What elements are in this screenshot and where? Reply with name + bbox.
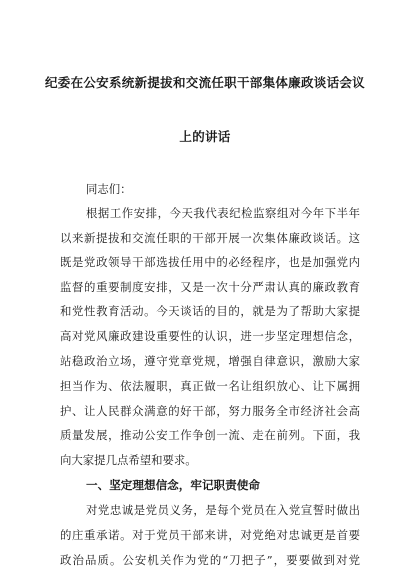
paragraph-1-line-4: 监督的重要制度安排，又是一次十分严肃认真的廉政教育 <box>60 280 360 294</box>
paragraph-1-line-6: 高对党风廉政建设重要性的认识，进一步坚定理想信念， <box>60 329 360 343</box>
paragraph-1-line-3: 既是党政领导干部选拔任用中的必经程序，也是加强党内 <box>60 255 360 269</box>
paragraph-1-line-5: 和党性教育活动。今天谈话的目的，就是为了帮助大家提 <box>60 304 360 318</box>
salutation: 同志们： <box>86 182 132 196</box>
paragraph-1-line-9: 护、让人民群众满意的好干部，努力服务全市经济社会高 <box>60 404 360 418</box>
paragraph-1-line-7: 站稳政治立场，遵守党章党规，增强自律意识，激励大家 <box>60 354 360 368</box>
paragraph-2-line-2: 的庄重承诺。对于党员干部来讲，对党绝对忠诚更是首要 <box>60 528 360 542</box>
paragraph-1-line-8: 担当作为、依法履职，真正做一名让组织放心、让下属拥 <box>60 379 360 393</box>
document-title-line-1: 纪委在公安系统新提拔和交流任职干部集体廉政谈话会议 <box>44 75 365 90</box>
document-title-line-2: 上的讲话 <box>179 129 231 144</box>
paragraph-1-line-10: 质量发展，推动公安工作争创一流、走在前列。下面，我 <box>60 428 360 442</box>
paragraph-1-line-11: 向大家提几点希望和要求。 <box>60 453 197 467</box>
paragraph-2-line-3: 政治品质。公安机关作为党的“刀把子”，要要做到对党 <box>60 553 360 567</box>
paragraph-1-line-2: 以来新提拔和交流任职的干部开展一次集体廉政谈话。这 <box>60 231 360 245</box>
paragraph-1-line-1: 根据工作安排，今天我代表纪检监察组对今年下半年 <box>86 206 360 220</box>
paragraph-2-line-1: 对党忠诚是党员义务，是每个党员在入党宣誓时做出 <box>86 503 360 517</box>
section-heading-1: 一、坚定理想信念，牢记职责使命 <box>86 478 260 492</box>
